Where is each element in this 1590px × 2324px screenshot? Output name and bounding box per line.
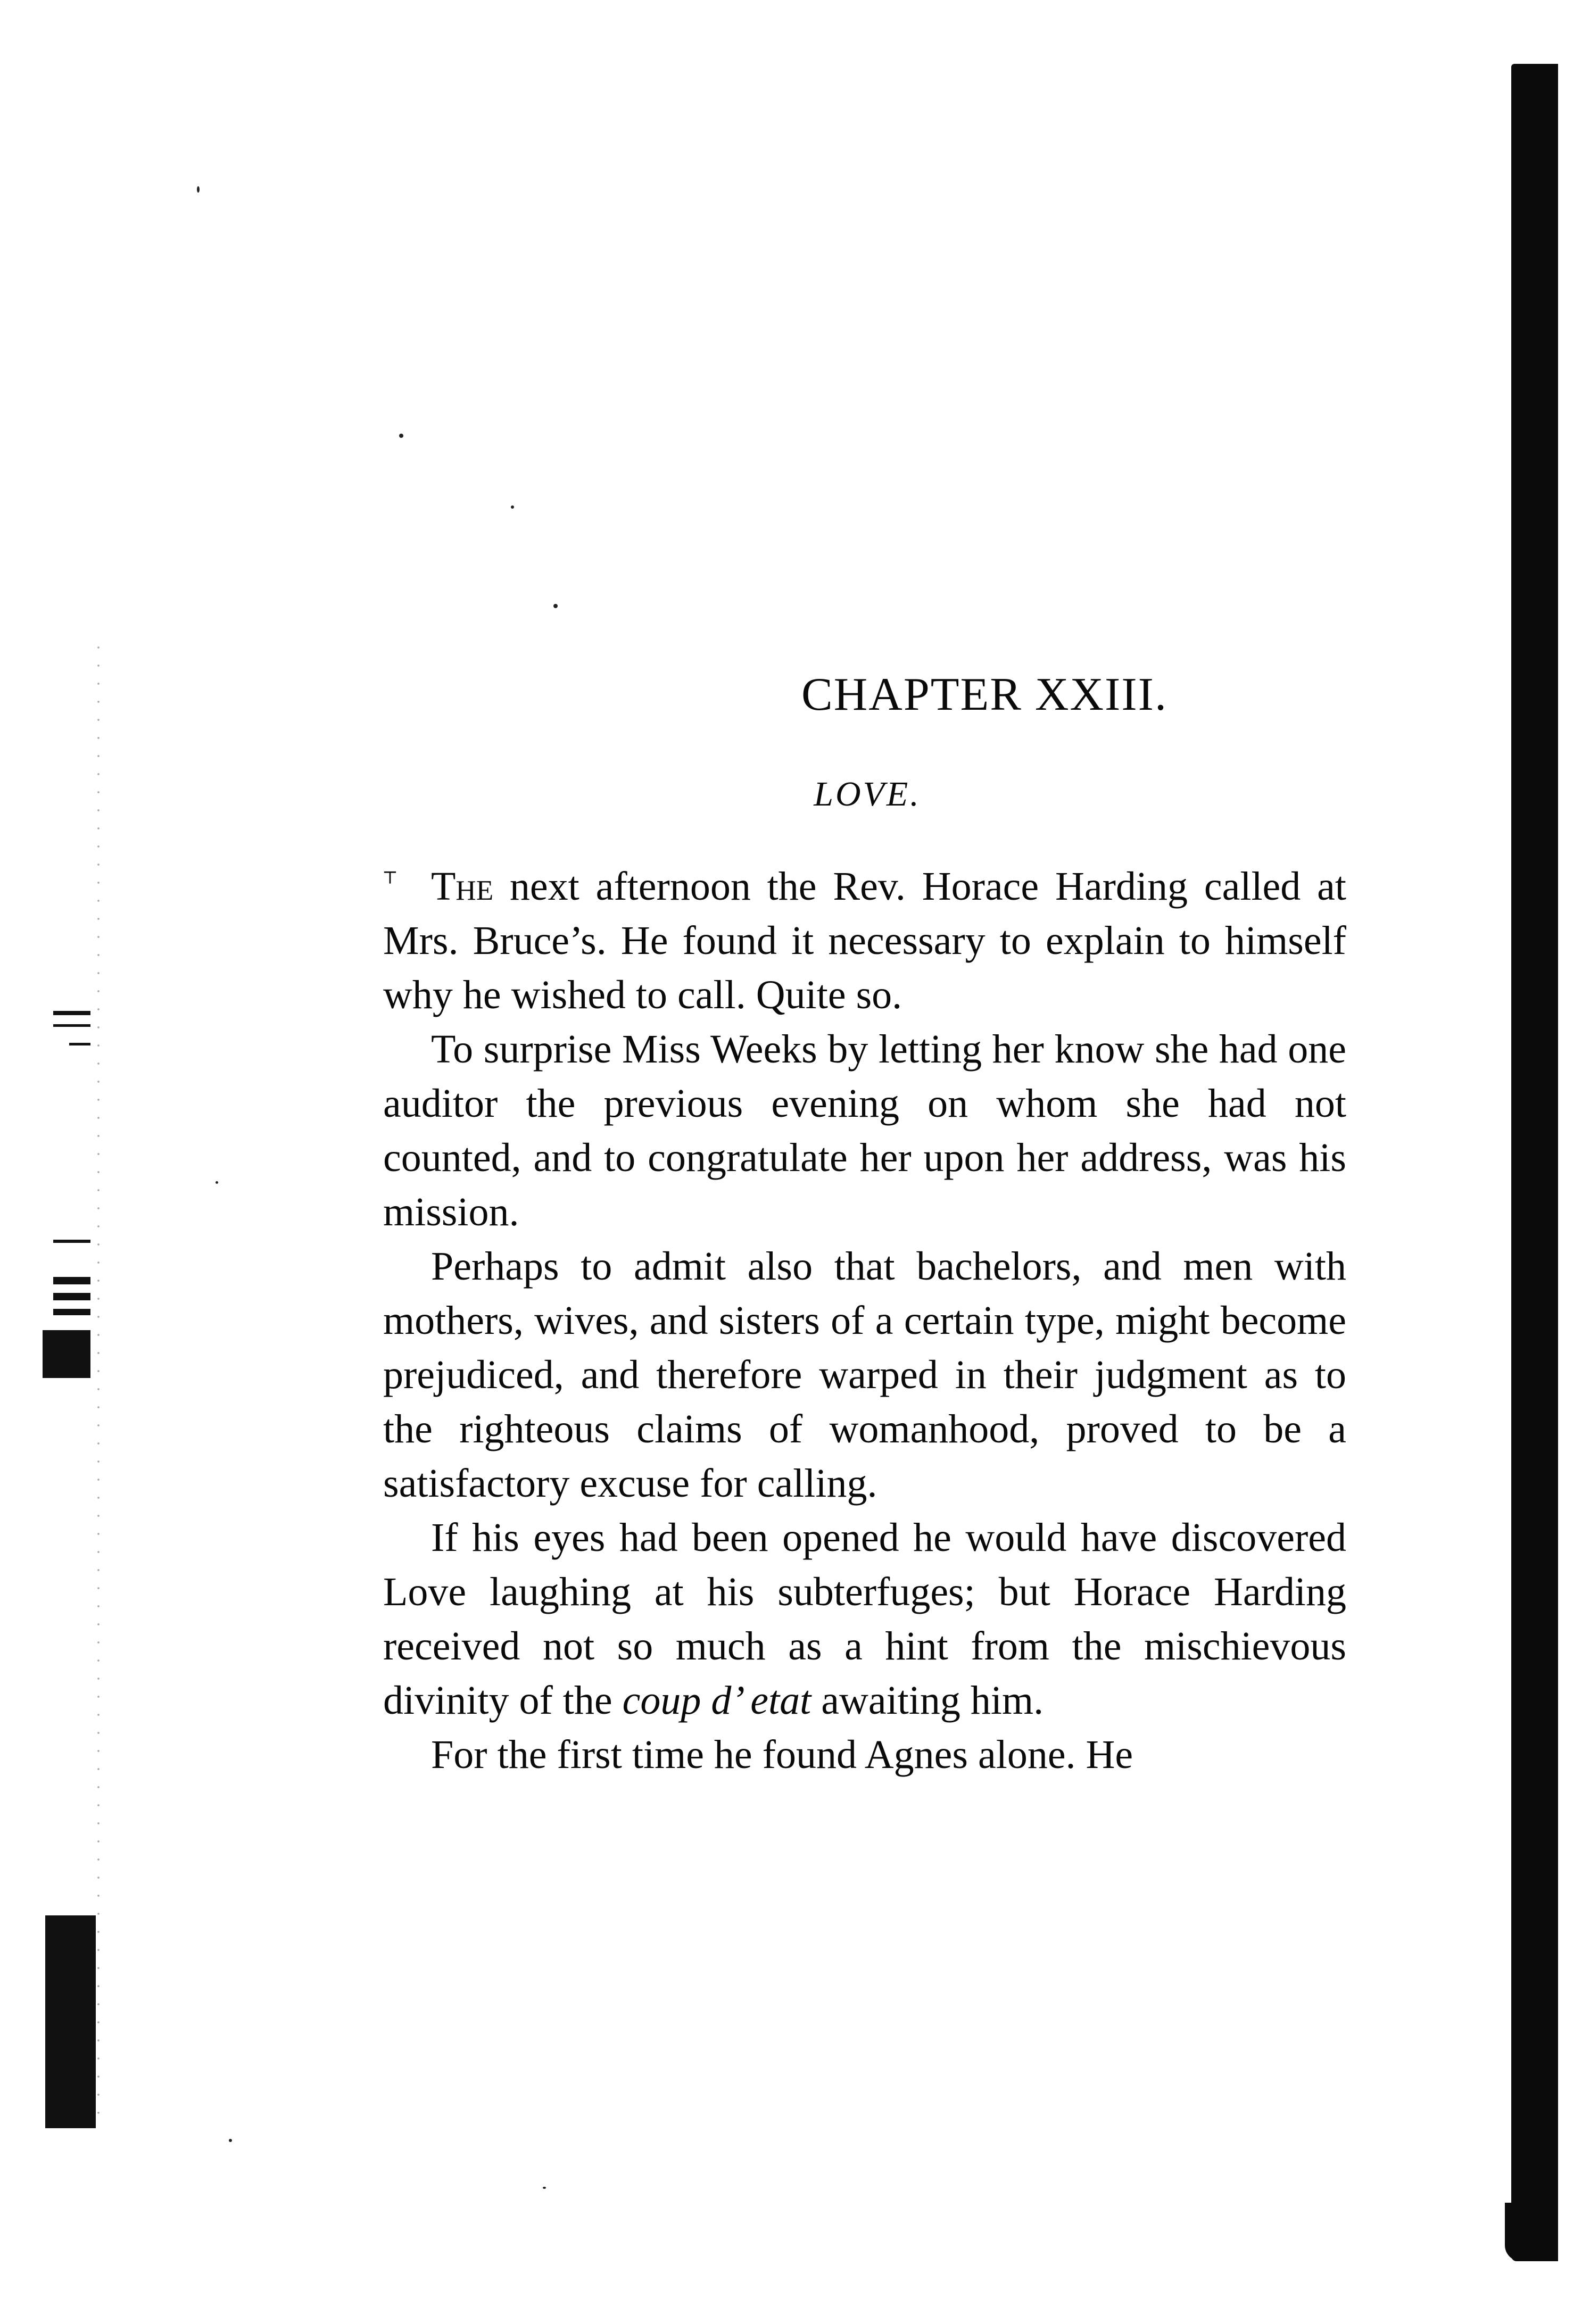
chapter-body (383, 859, 1346, 1782)
page-binding-edge (1511, 64, 1558, 2261)
left-gutter-dots (90, 638, 106, 2128)
chapter-title: CHAPTER XXIII. (801, 669, 1167, 720)
page-binding-edge-curl (1505, 2203, 1542, 2261)
gutter-mark (53, 1277, 90, 1284)
paragraph: To surprise Miss Weeks by letting her know she had one auditor the previous evening on whom she had not counted, and to congratulate her upon her address, was his mission. (383, 1027, 1346, 1234)
scan-speck (399, 434, 403, 438)
scan-speck (553, 604, 558, 608)
paragraph-text: awaiting him. (811, 1678, 1044, 1723)
gutter-mark (53, 1293, 90, 1300)
paragraph: For the first time he found Agnes alone. He (431, 1732, 1133, 1777)
insertion-mark: ⸆ (383, 866, 397, 898)
paragraph-text: If his eyes had been opened he would have discovered Love laughing at his subterfuges; but Horace Harding received not so much as a hint from the mischievous divinity of the (383, 1515, 1346, 1723)
gutter-mark (45, 1915, 96, 2128)
italic-phrase: coup d’ etat (622, 1678, 811, 1723)
gutter-mark (53, 1240, 90, 1243)
gutter-mark (53, 1024, 90, 1027)
paragraph-lead-caps: The (431, 864, 494, 909)
paragraph-text: next afternoon the Rev. Horace Harding called at Mrs. Bruce’s. He found it necessary to explain to himself why he wished to call. Quite so. (383, 864, 1346, 1017)
paragraph (383, 1510, 1346, 1728)
gutter-mark (53, 1011, 90, 1015)
scan-speck (229, 2139, 232, 2142)
gutter-mark (53, 1309, 90, 1315)
scan-speck (543, 2187, 546, 2189)
scan-speck (216, 1181, 218, 1184)
gutter-mark (43, 1330, 90, 1378)
gutter-mark (69, 1043, 90, 1045)
chapter-subtitle: LOVE. (814, 775, 921, 814)
paragraph (383, 859, 1346, 1022)
scan-speck (511, 505, 514, 509)
scan-speck (197, 186, 200, 193)
paragraph: Perhaps to admit also that bachelors, and men with mothers, wives, and sisters of a certain type, might become prejudiced, and therefore warped in their judgment as to the righteous claims of womanhood, proved to be a satisfactory excuse for calling. (383, 1244, 1346, 1506)
